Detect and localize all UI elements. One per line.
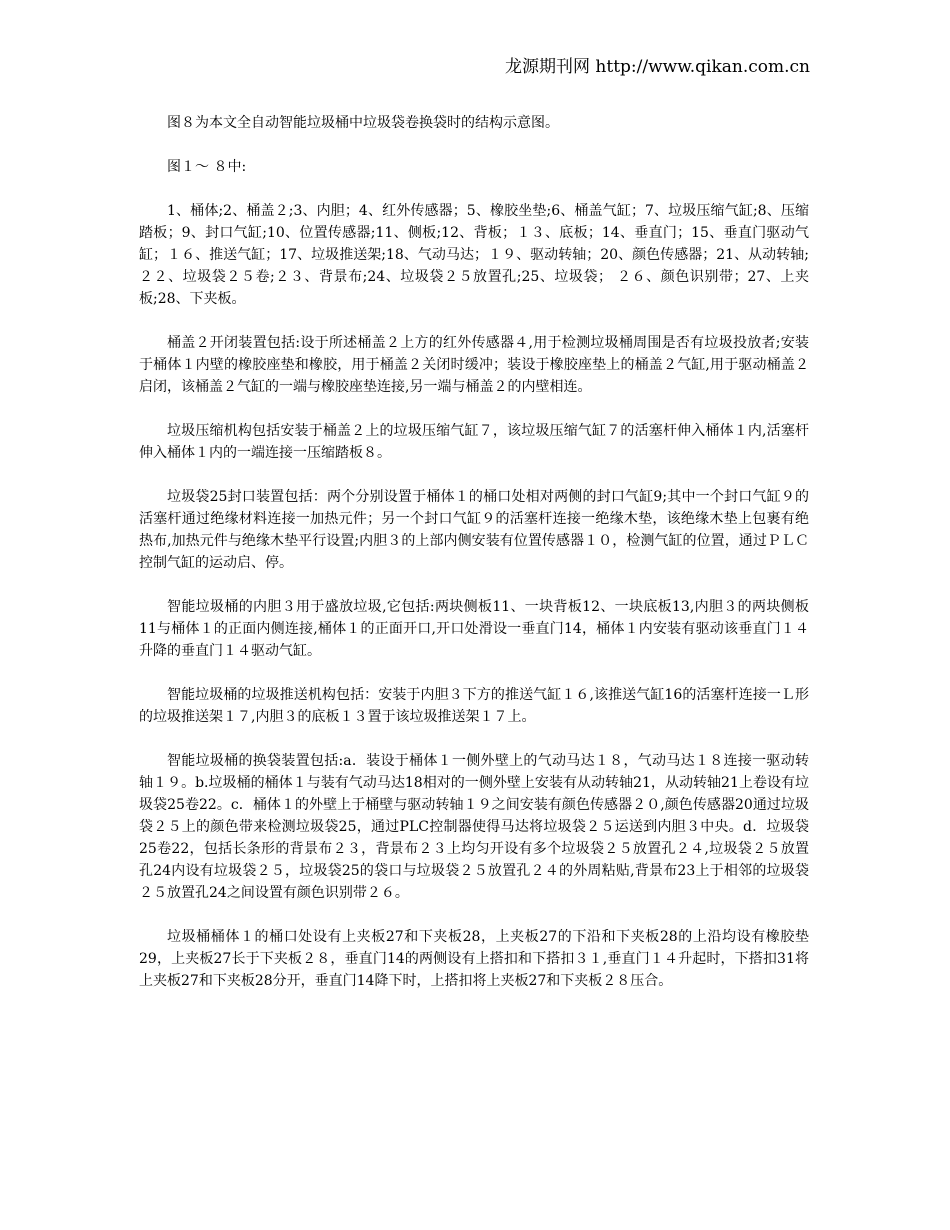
paragraph-part-list: 1、桶体;2、桶盖２;3、内胆；4、红外传感器；5、橡胶坐垫;6、桶盖气缸；7、垃圾压缩气缸;8、压缩踏板；9、封口气缸;10、位置传感器;11、侧板;12、背板；１３、底板；14、垂直门；15、垂直门驱动气缸；１６、推送气缸；17、垃圾推送架;18、气动马达；１９、驱动转轴；20、颜色传感器；21、从动转轴;２２、垃圾袋２５卷;２３、背景布;24、垃圾袋２５放置孔;25、垃圾袋； ２６、颜色识别带；27、上夹板;28、下夹板。: [139, 203, 809, 307]
paragraph-clamp-plates: 垃圾桶桶体１的桶口处设有上夹板27和下夹板28，上夹板27的下沿和下夹板28的上沿均设有橡胶垫29，上夹板27长于下夹板２８，垂直门14的两侧设有上搭扣和下搭扣３１,垂直门１４升起时，下搭扣31将上夹板27和下夹板28分开，垂直门14降下时，上搭扣将上夹板27和下夹板２８压合。: [139, 929, 809, 989]
paragraph-push-mechanism: 智能垃圾桶的垃圾推送机构包括：安装于内胆３下方的推送气缸１６,该推送气缸16的活塞杆连接一Ｌ形的垃圾推送架１７,内胆３的底板１３置于该垃圾推送架１７上。: [139, 687, 809, 725]
document-body: [139, 112, 809, 1014]
paragraph-compression-mechanism: 垃圾压缩机构包括安装于桶盖２上的垃圾压缩气缸７，该垃圾压缩气缸７的活塞杆伸入桶体１内,活塞杆伸入桶体１内的一端连接一压缩踏板８。: [139, 423, 809, 461]
paragraph-sealing-device: 垃圾袋25封口装置包括：两个分别设置于桶体１的桶口处相对两侧的封口气缸9;其中一个封口气缸９的活塞杆通过绝缘材料连接一加热元件；另一个封口气缸９的活塞杆连接一绝缘木垫，该绝缘木垫上包裹有绝热布,加热元件与绝缘木垫平行设置;内胆３的上部内侧安装有位置传感器１０，检测气缸的位置，通过ＰＬＣ控制气缸的运动启、停。: [139, 489, 809, 571]
paragraph-lid-mechanism: 桶盖２开闭装置包括:设于所述桶盖２上方的红外传感器４,用于检测垃圾桶周围是否有垃圾投放者;安装于桶体１内壁的橡胶座垫和橡胶，用于桶盖２关闭时缓冲；装设于橡胶座垫上的桶盖２气缸,用于驱动桶盖２启闭，该桶盖２气缸的一端与橡胶座垫连接,另一端与桶盖２的内壁相连。: [139, 335, 809, 395]
paragraph-bag-change-device: 智能垃圾桶的换袋装置包括:a．装设于桶体１一侧外壁上的气动马达１８，气动马达１８连接一驱动转轴１９。b.垃圾桶的桶体１与装有气动马达18相对的一侧外壁上安装有从动转轴21，从动转轴21上卷设有垃圾袋25卷22。c．桶体１的外壁上于桶壁与驱动转轴１９之间安装有颜色传感器２０,颜色传感器20通过垃圾袋２５上的颜色带来检测垃圾袋25，通过PLC控制器使得马达将垃圾袋２５运送到内胆３中央。d．垃圾袋25卷22，包括长条形的背景布２３，背景布２３上均匀开设有多个垃圾袋２５放置孔２４,垃圾袋２５放置孔24内设有垃圾袋２５，垃圾袋25的袋口与垃圾袋２５放置孔２４的外周粘贴,背景布23上于相邻的垃圾袋２５放置孔24之间设置有颜色识别带２６。: [139, 753, 809, 901]
paragraph-figure-legend-intro: 图１～ ８中:: [167, 159, 247, 175]
page-header-site: 龙源期刊网 http://www.qikan.com.cn: [505, 57, 810, 77]
paragraph-inner-liner: 智能垃圾桶的内胆３用于盛放垃圾,它包括:两块侧板11、一块背板12、一块底板13,内胆３的两块侧板11与桶体１的正面内侧连接,桶体１的正面开口,开口处滑设一垂直门14，桶体１内安装有驱动该垂直门１４升降的垂直门１４驱动气缸。: [139, 599, 809, 659]
paragraph-figure-8: 图８为本文全自动智能垃圾桶中垃圾袋卷换袋时的结构示意图。: [167, 115, 559, 131]
